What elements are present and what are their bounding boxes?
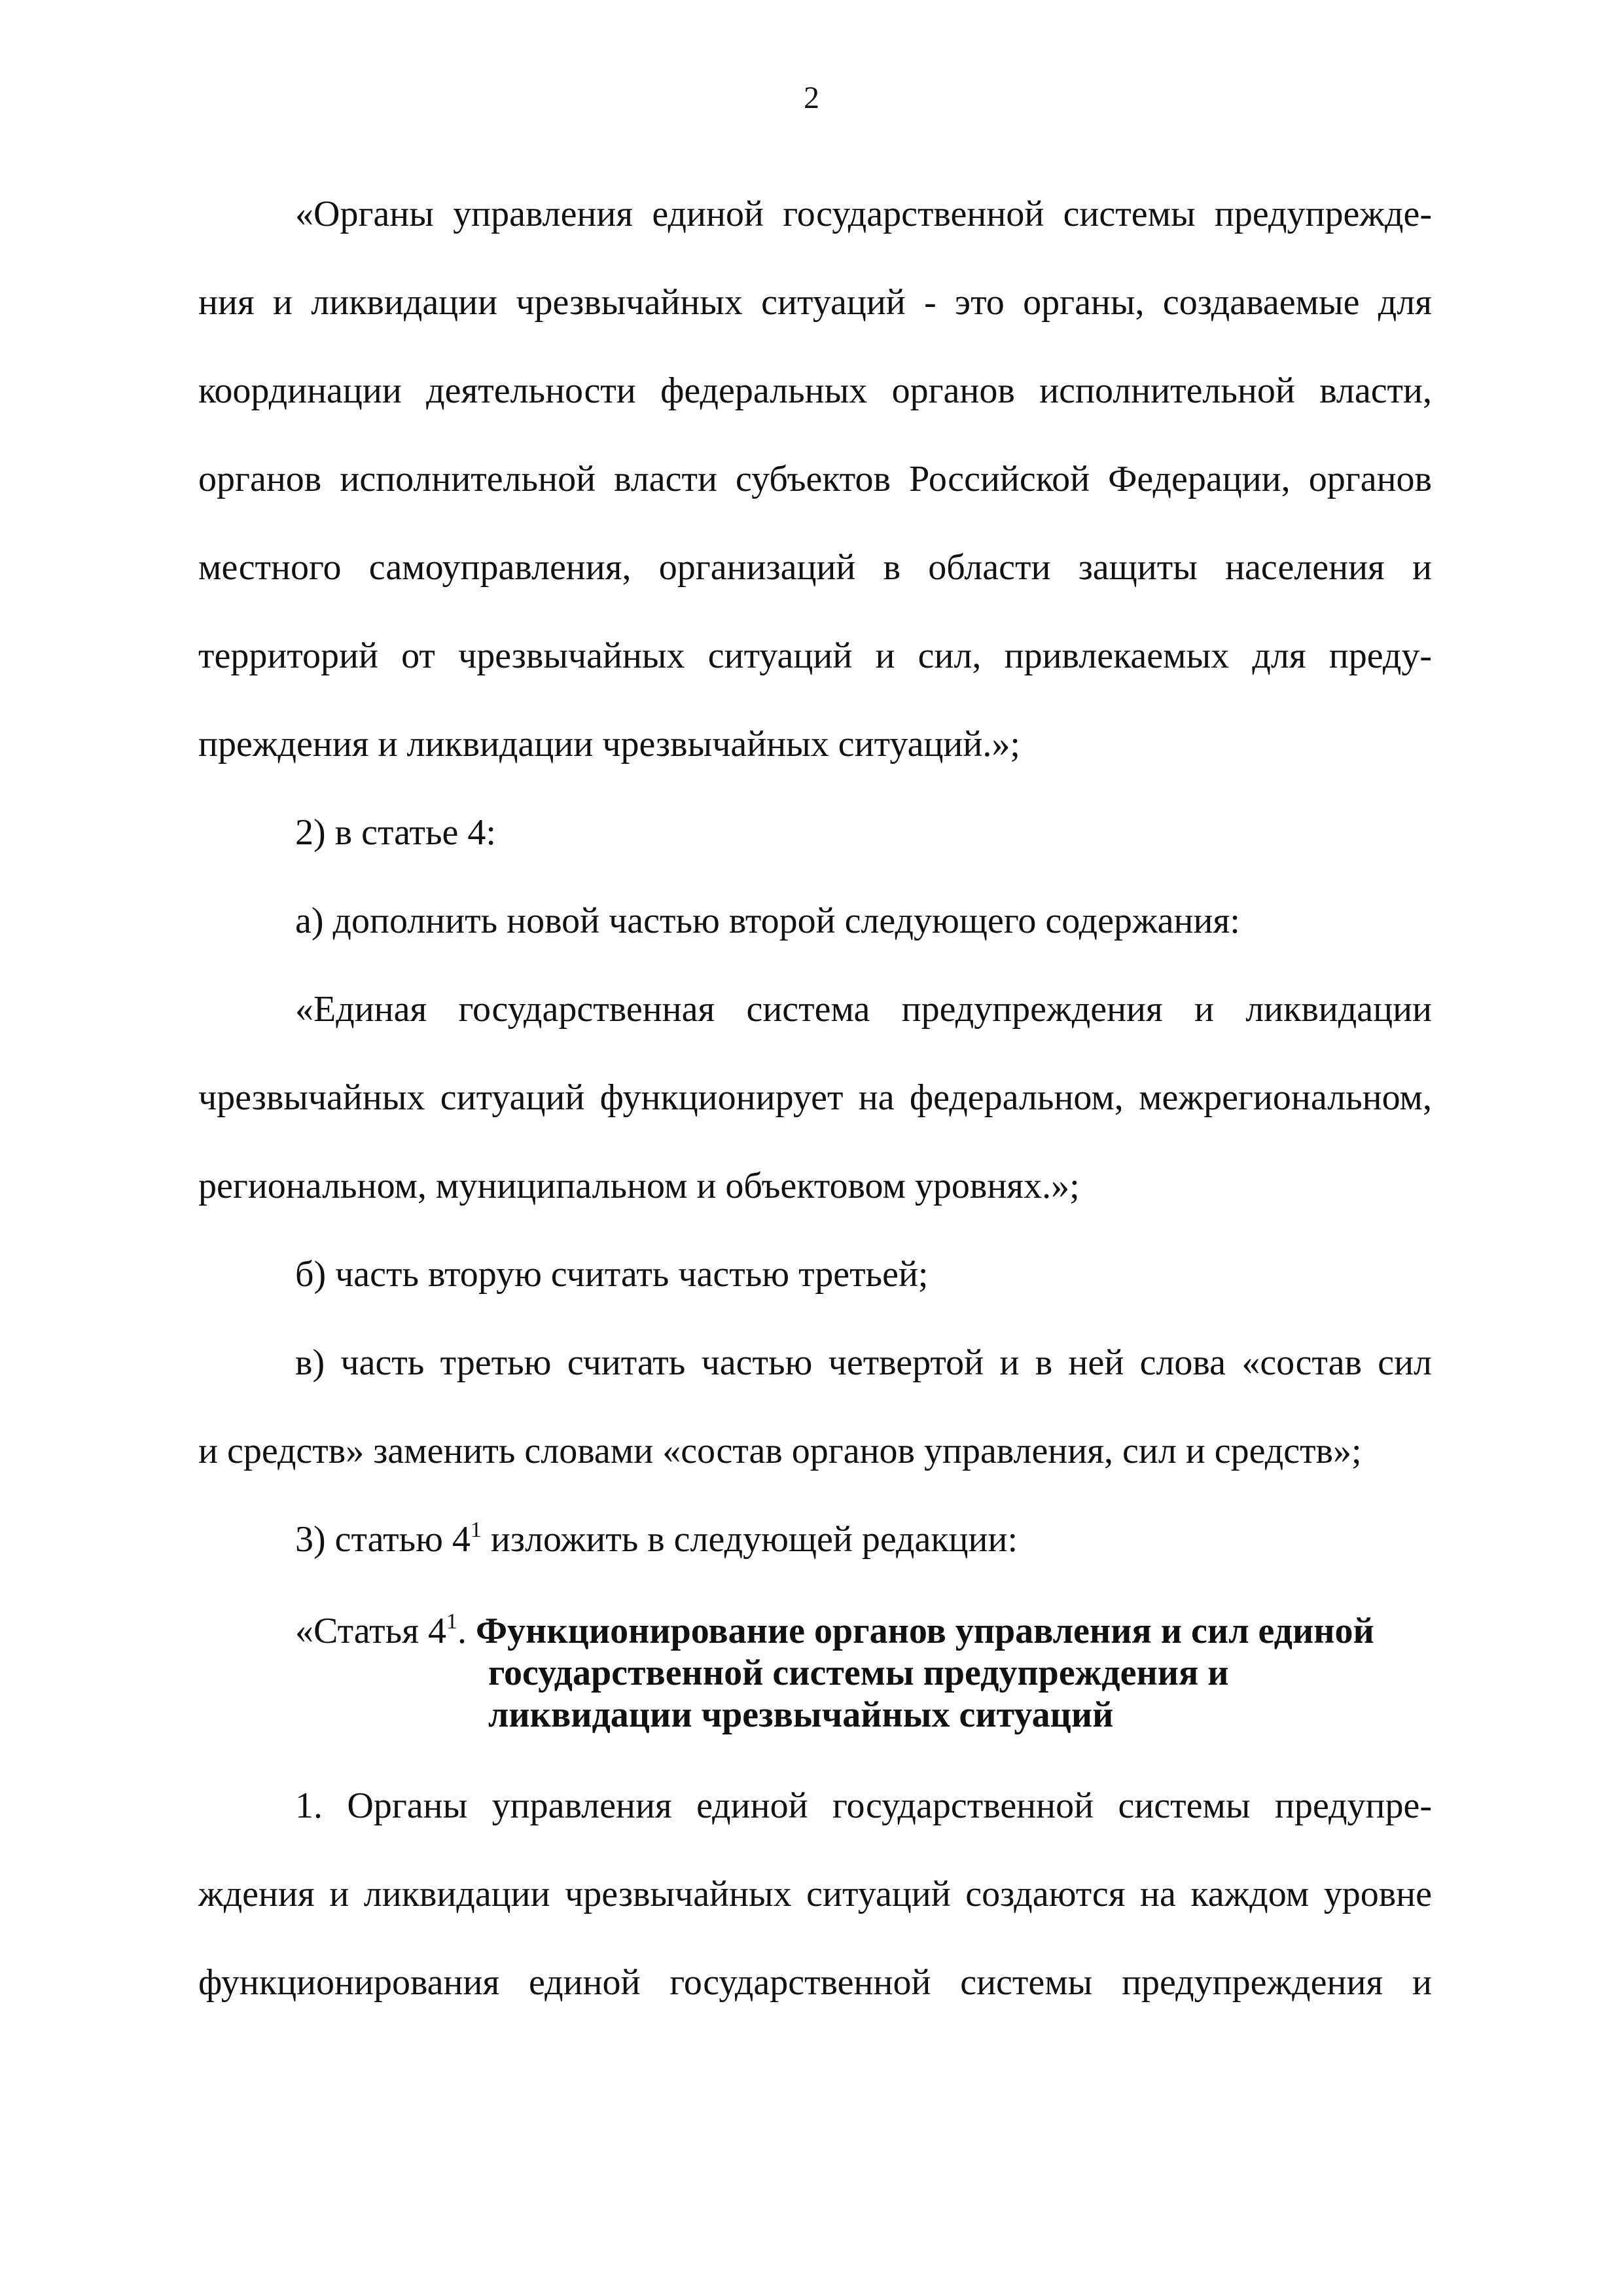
text-line: 1. Органы управления единой государственной системы предупре- (295, 1785, 1432, 1826)
text-line (198, 1496, 1432, 1584)
heading-lead-end: . (457, 1611, 476, 1651)
text-line: «Органы управления единой государственной системы предупрежде- (295, 194, 1432, 234)
paragraph-item-v (198, 1319, 1432, 1496)
text-line: местного самоуправления, организаций в области защиты населения и (198, 547, 1432, 588)
page-number: 2 (804, 81, 819, 115)
paragraph-item-a (198, 877, 1432, 965)
text-line: чрезвычайных ситуаций функционирует на федеральном, межрегиональном, (198, 1077, 1432, 1118)
superscript: 1 (470, 1518, 482, 1542)
article-heading (198, 1584, 1432, 1762)
text-line: в) часть третью считать частью четвертой и в ней слова «состав сил (295, 1342, 1432, 1383)
paragraph-definition (198, 170, 1432, 789)
paragraph-clause-1 (198, 1762, 1432, 2027)
text-line: территорий от чрезвычайных ситуаций и сил, привлекаемых для преду- (198, 636, 1432, 676)
heading-title: государственной системы предупреждения и (488, 1653, 1229, 1693)
text-line: функционирования единой государственной системы предупреждения и (198, 1962, 1432, 2003)
text-fragment: изложить в следующей редакции: (481, 1519, 1018, 1560)
heading-title: ликвидации чрезвычайных ситуаций (488, 1695, 1114, 1735)
heading-title: Функционирование органов управления и сил единой (475, 1611, 1374, 1651)
text-line: координации деятельности федеральных органов исполнительной власти, (198, 370, 1432, 411)
text-line: «Единая государственная система предупреждения и ликвидации (295, 989, 1432, 1030)
text-line: б) часть вторую считать частью третьей; (295, 1254, 929, 1295)
text-line: региональном, муниципальном и объектовом уровнях.»; (198, 1166, 1080, 1206)
paragraph-item-b (198, 1230, 1432, 1319)
text-line: преждения и ликвидации чрезвычайных ситуаций.»; (198, 724, 1020, 764)
paragraph-unified-system (198, 965, 1432, 1230)
text-line: ния и ликвидации чрезвычайных ситуаций - это органы, создаваемые для (198, 282, 1432, 323)
document-body (198, 170, 1432, 2027)
text-line: а) дополнить новой частью второй следующего содержания: (295, 901, 1240, 941)
text-line: органов исполнительной власти субъектов Российской Федерации, органов (198, 459, 1432, 499)
text-line: 2) в статье 4: (295, 812, 496, 853)
text-fragment: 3) статью 4 (295, 1519, 471, 1560)
text-line: и средств» заменить словами «состав органов управления, сил и средств»; (198, 1431, 1362, 1471)
heading-line (295, 1610, 1432, 1652)
text-line: ждения и ликвидации чрезвычайных ситуаций создаются на каждом уровне (198, 1874, 1432, 1914)
paragraph-item-2 (198, 789, 1432, 877)
heading-lead: «Статья 4 (295, 1611, 446, 1651)
superscript: 1 (446, 1609, 457, 1634)
paragraph-item-3 (198, 1496, 1432, 1584)
